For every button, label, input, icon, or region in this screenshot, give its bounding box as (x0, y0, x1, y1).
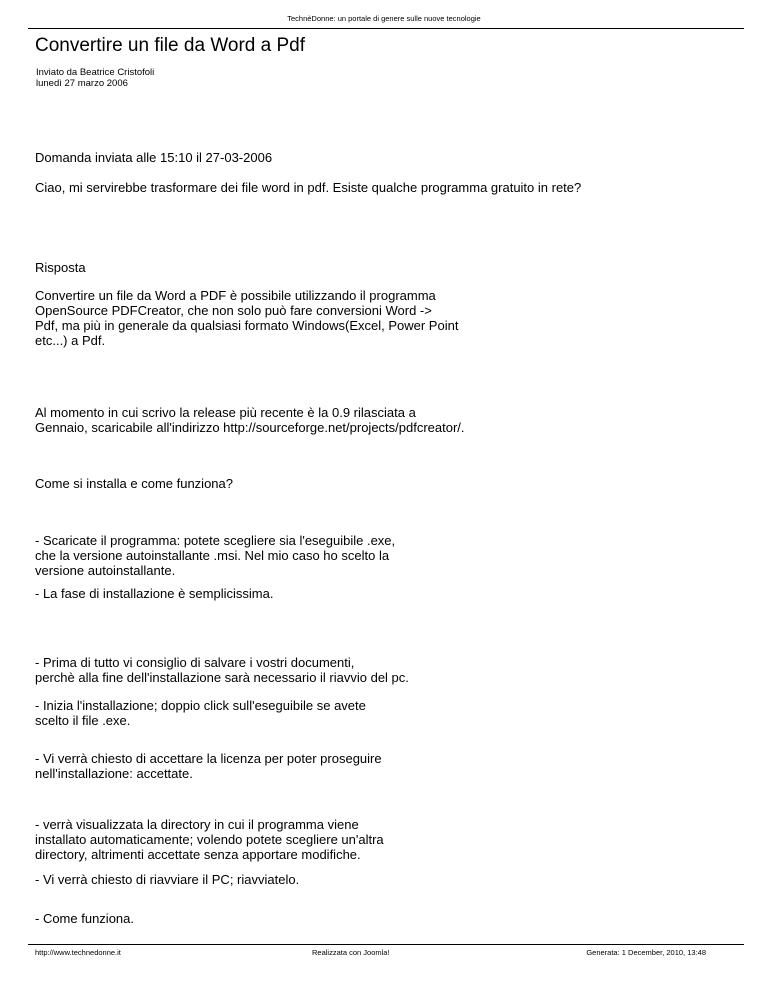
answer-line: etc...) a Pdf. (35, 333, 106, 348)
install-step (35, 698, 366, 728)
answer-paragraph (35, 288, 458, 348)
site-header-title: TechnèDonne: un portale di genere sulle nuove tecnologie (287, 14, 481, 23)
step-line: - Prima di tutto vi consiglio di salvare i vostri documenti, (35, 655, 355, 670)
step-line: - Vi verrà chiesto di riavviare il PC; riavviatelo. (35, 872, 300, 887)
article-date: lunedì 27 marzo 2006 (36, 78, 128, 89)
step-line: directory, altrimenti accettate senza apportare modifiche. (35, 847, 361, 862)
install-step (35, 872, 299, 887)
release-line: Al momento in cui scrivo la release più recente è la 0.9 rilasciata a (35, 405, 416, 420)
step-line: - Vi verrà chiesto di accettare la licenza per poter proseguire (35, 751, 382, 766)
step-line: perchè alla fine dell'installazione sarà necessario il riavvio del pc. (35, 670, 409, 685)
install-step (35, 533, 395, 578)
footer-divider (28, 944, 744, 945)
install-step (35, 817, 384, 862)
step-line: versione autoinstallante. (35, 563, 176, 578)
step-line: installato automaticamente; volendo potete scegliere un'altra (35, 832, 384, 847)
footer-credit: Realizzata con Joomla! (312, 948, 390, 957)
install-step (35, 586, 273, 601)
footer-url: http://www.technedonne.it (35, 948, 121, 957)
footer-generated: Generata: 1 December, 2010, 13:48 (586, 948, 706, 957)
step-line: nell'installazione: accettate. (35, 766, 193, 781)
question-text: Ciao, mi servirebbe trasformare dei file word in pdf. Esiste qualche programma gratuito in rete? (35, 180, 582, 195)
install-step (35, 751, 382, 781)
install-step (35, 911, 134, 926)
step-line: - verrà visualizzata la directory in cui il programma viene (35, 817, 359, 832)
article-author: Inviato da Beatrice Cristofoli (36, 67, 155, 78)
answer-line: Pdf, ma più in generale da qualsiasi formato Windows(Excel, Power Point (35, 318, 459, 333)
answer-heading: Risposta (35, 260, 86, 275)
install-step (35, 655, 409, 685)
step-line: - La fase di installazione è semplicissima. (35, 586, 274, 601)
question-heading: Domanda inviata alle 15:10 il 27-03-2006 (35, 150, 273, 165)
release-paragraph (35, 405, 465, 435)
article-title: Convertire un file da Word a Pdf (35, 35, 306, 56)
step-line: che la versione autoinstallante .msi. Nel mio caso ho scelto la (35, 548, 390, 563)
step-line: - Come funziona. (35, 911, 134, 926)
install-heading: Come si installa e come funziona? (35, 476, 233, 491)
step-line: scelto il file .exe. (35, 713, 131, 728)
answer-line: OpenSource PDFCreator, che non solo può fare conversioni Word -> (35, 303, 432, 318)
step-line: - Inizia l'installazione; doppio click sull'eseguibile se avete (35, 698, 366, 713)
answer-line: Convertire un file da Word a PDF è possibile utilizzando il programma (35, 288, 436, 303)
step-line: - Scaricate il programma: potete scegliere sia l'eseguibile .exe, (35, 533, 396, 548)
release-line: Gennaio, scaricabile all'indirizzo http://sourceforge.net/projects/pdfcreator/. (35, 420, 465, 435)
header-divider (28, 28, 744, 29)
